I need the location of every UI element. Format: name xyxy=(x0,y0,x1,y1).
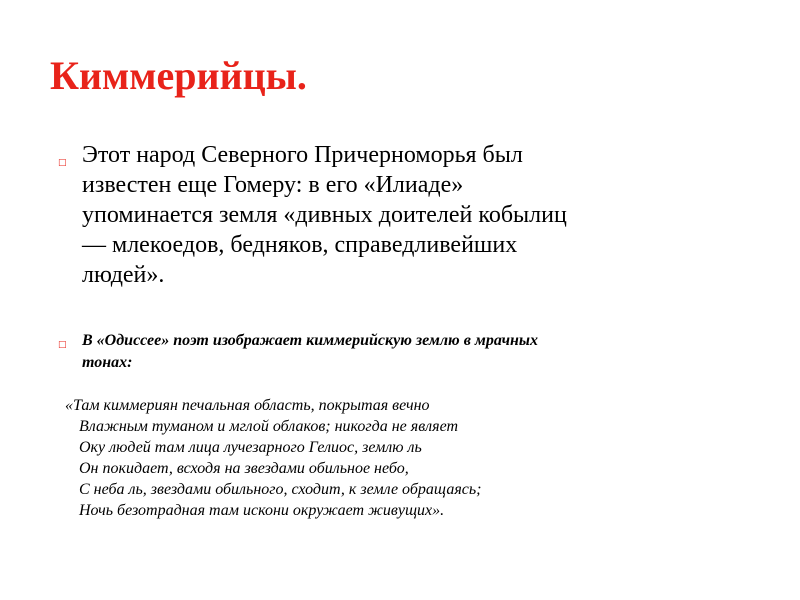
poem-line: Влажным туманом и мглой облаков; никогда не являет xyxy=(79,418,459,435)
bullet-1-line: — млекоедов, бедняков, справедливейших xyxy=(82,232,518,258)
bullet-1-line: людей». xyxy=(82,262,165,288)
poem-line: «Там киммериян печальная область, покрытая вечно xyxy=(65,397,430,414)
bullet-paragraph-2 xyxy=(82,330,702,374)
bullet-paragraph-1 xyxy=(82,140,762,290)
poem-quote xyxy=(65,395,705,521)
bullet-1-line: упоминается земля «дивных доителей кобылиц xyxy=(82,202,567,228)
poem-line: Он покидает, всходя на звездами обильное небо, xyxy=(79,460,409,477)
small-square-bullet-icon: □ xyxy=(58,158,67,168)
small-square-bullet-icon: □ xyxy=(58,340,67,350)
bullet-1-line: Этот народ Северного Причерноморья был xyxy=(82,142,523,168)
poem-line: С неба ль, звездами обильного, сходит, к земле обращаясь; xyxy=(79,481,482,498)
poem-line: Ночь безотрадная там искони окружает живущих». xyxy=(79,502,445,519)
poem-line: Оку людей там лица лучезарного Гелиос, землю ль xyxy=(79,439,422,456)
bullet-2-line: тонах: xyxy=(82,354,133,371)
bullet-1-line: известен еще Гомеру: в его «Илиаде» xyxy=(82,172,464,198)
slide-title: Киммерийцы. xyxy=(50,53,307,98)
bullet-2-line: В «Одиссее» поэт изображает киммерийскую землю в мрачных xyxy=(82,332,538,349)
